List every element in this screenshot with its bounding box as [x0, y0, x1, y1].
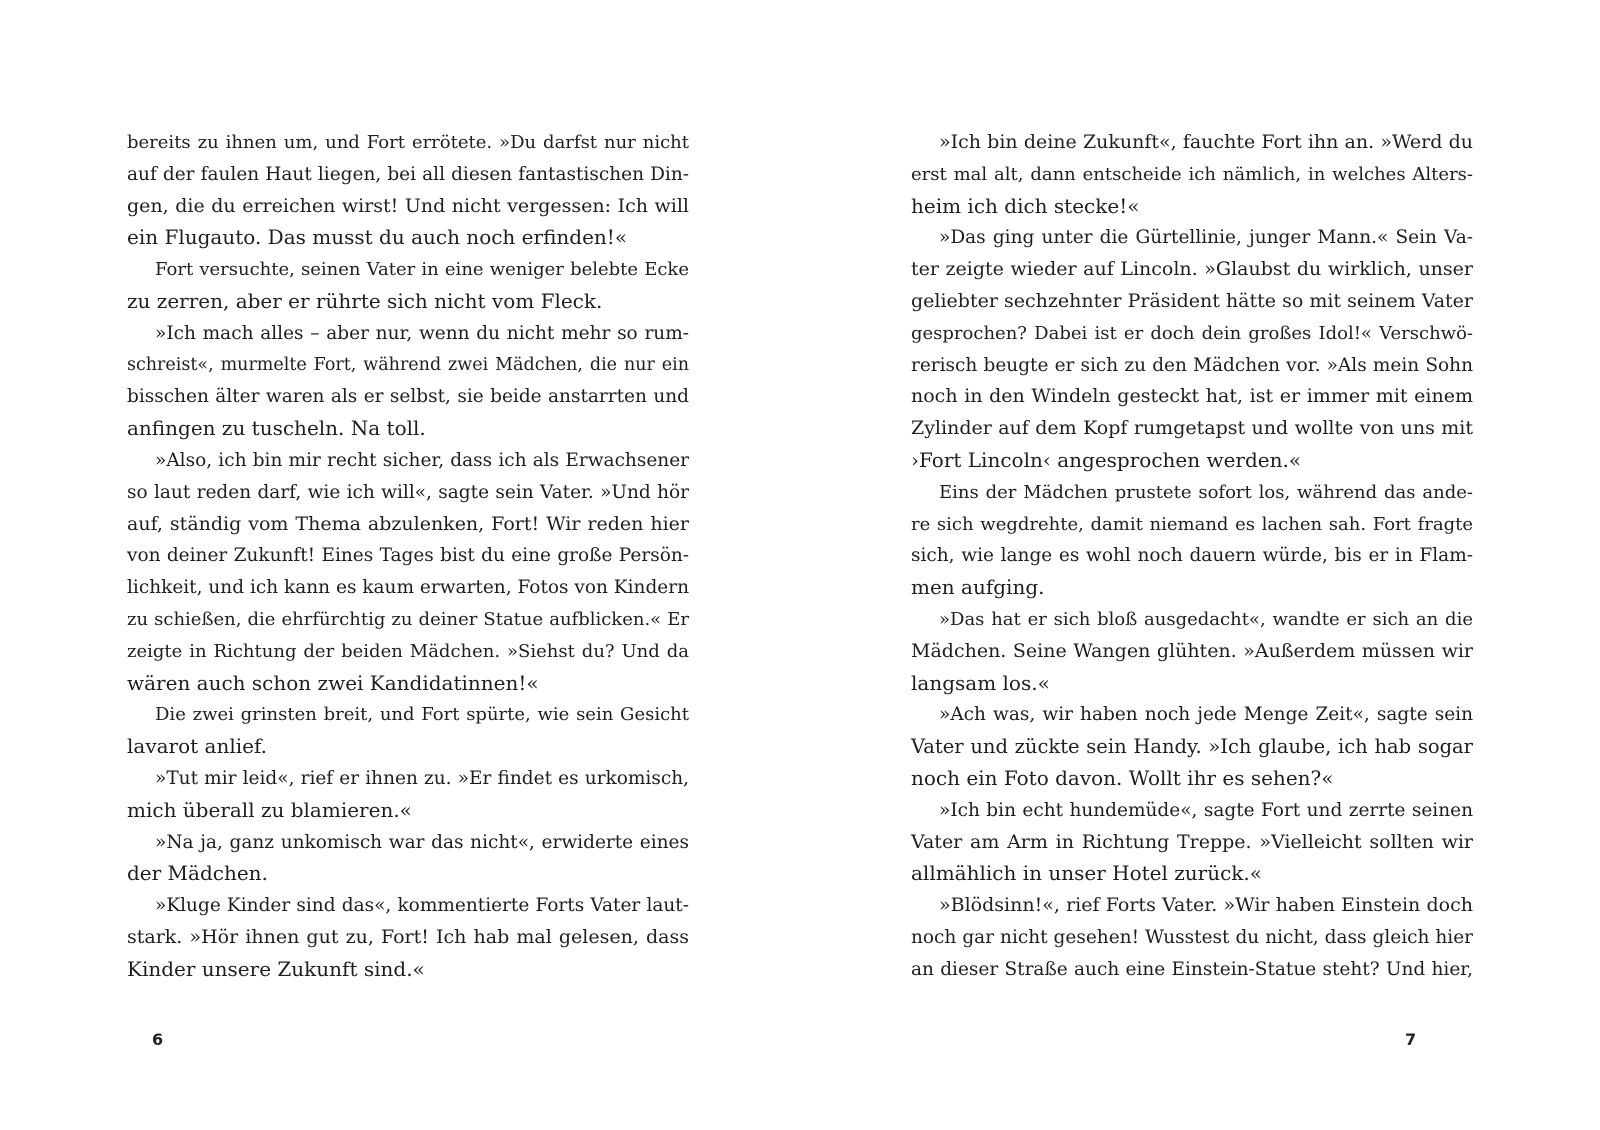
text-line: wären auch schon zwei Kandidatinnen!«	[127, 670, 539, 695]
text-line: gesprochen? Dabei ist er doch dein großes Idol!« Verschwö-	[911, 322, 1473, 344]
text-line: »Kluge Kinder sind das«, kommentierte Forts Vater laut-	[155, 895, 689, 917]
text-line: »Das ging unter die Gürtellinie, junger Mann.« Sein Va-	[939, 227, 1473, 249]
text-line: men aufging.	[911, 575, 1045, 600]
text-line: »Na ja, ganz unkomisch war das nicht«, erwiderte eines	[155, 831, 689, 853]
text-line: ›Fort Lincoln‹ angesprochen werden.«	[911, 447, 1302, 472]
text-line: zeigte in Richtung der beiden Mädchen. »Siehst du? Und da	[127, 640, 689, 662]
text-line: langsam los.«	[911, 670, 1050, 695]
text-line: von deiner Zukunft! Eines Tages bist du eine große Persön-	[127, 545, 689, 567]
text-line: sich, wie lange es wohl noch dauern würde, bis er in Flam-	[911, 545, 1473, 567]
text-line: geliebter sechzehnter Präsident hätte so mit seinem Vater	[911, 289, 1473, 312]
text-line: »Ich bin echt hundemüde«, sagte Fort und zerrte seinen	[939, 799, 1473, 821]
right-page-text	[911, 127, 1473, 986]
text-line: Vater am Arm in Richtung Treppe. »Vielleicht sollten wir	[911, 830, 1473, 853]
text-line: erst mal alt, dann entscheide ich nämlich, in welches Alters-	[911, 163, 1473, 185]
text-line: »Tut mir leid«, rief er ihnen zu. »Er findet es urkomisch,	[155, 767, 689, 789]
page-number-left: 6	[152, 1030, 164, 1049]
text-line: »Ach was, wir haben noch jede Menge Zeit«, sagte sein	[939, 704, 1473, 726]
text-line: Vater und zückte sein Handy. »Ich glaube, ich hab sogar	[911, 735, 1473, 759]
text-line: »Ich bin deine Zukunft«, fauchte Fort ihn an. »Werd du	[939, 131, 1473, 153]
text-line: allmählich in unser Hotel zurück.«	[911, 861, 1263, 886]
text-line: lavarot anlief.	[127, 734, 268, 759]
text-line: lichkeit, und ich kann es kaum erwarten, Fotos von Kindern	[127, 577, 689, 599]
text-line: Kinder unsere Zukunft sind.«	[127, 956, 425, 981]
text-line: Zylinder auf dem Kopf rumgetapst und wollte von uns mit	[911, 417, 1473, 440]
text-line: bereits zu ihnen um, und Fort errötete. »Du darfst nur nicht	[127, 132, 689, 153]
text-line: auf der faulen Haut liegen, bei all diesen fantastischen Din-	[127, 163, 689, 185]
left-page-text	[127, 127, 689, 986]
text-line: zu zerren, aber er rührte sich nicht vom Fleck.	[127, 288, 603, 313]
text-line: »Also, ich bin mir recht sicher, dass ich als Erwachsener	[155, 449, 689, 471]
text-line: Die zwei grinsten breit, und Fort spürte, wie sein Gesicht	[155, 704, 689, 726]
text-line: heim ich dich stecke!«	[911, 193, 1140, 218]
text-line: rerisch beugte er sich zu den Mädchen vor. »Als mein Sohn	[911, 354, 1473, 376]
text-line: Eins der Mädchen prustete sofort los, während das ande-	[939, 481, 1473, 503]
text-line: noch gar nicht gesehen! Wusstest du nicht, dass gleich hier	[911, 926, 1473, 948]
text-line: noch in den Windeln gesteckt hat, ist er immer mit einem	[911, 385, 1473, 408]
text-line: anfingen zu tuscheln. Na toll.	[127, 416, 426, 441]
text-line: bisschen älter waren als er selbst, sie beide anstarrten und	[127, 386, 689, 408]
text-line: ein Flugauto. Das musst du auch noch erfinden!«	[127, 225, 628, 250]
text-line: noch ein Foto davon. Wollt ihr es sehen?«	[911, 765, 1334, 790]
text-line: Mädchen. Seine Wangen glühten. »Außerdem müssen wir	[911, 639, 1473, 662]
text-line: re sich wegdrehte, damit niemand es lachen sah. Fort fragte	[911, 513, 1473, 535]
text-line: mich überall zu blamieren.«	[127, 797, 412, 822]
text-line: »Ich mach alles – aber nur, wenn du nicht mehr so rum-	[155, 322, 689, 344]
text-line: gen, die du erreichen wirst! Und nicht vergessen: Ich will	[127, 194, 689, 217]
text-line: auf, ständig vom Thema abzulenken, Fort! Wir reden hier	[127, 512, 689, 535]
text-line: Fort versuchte, seinen Vater in eine weniger belebte Ecke	[155, 259, 689, 281]
text-line: an dieser Straße auch eine Einstein-Statue steht? Und hier,	[911, 958, 1473, 980]
text-line: stark. »Hör ihnen gut zu, Fort! Ich hab mal gelesen, dass	[127, 925, 689, 948]
text-line: »Das hat er sich bloß ausgedacht«, wandte er sich an die	[939, 608, 1473, 630]
text-line: so laut reden darf, wie ich will«, sagte sein Vater. »Und hör	[127, 481, 689, 503]
page-number-right: 7	[1405, 1030, 1417, 1049]
text-line: »Blödsinn!«, rief Forts Vater. »Wir haben Einstein doch	[939, 894, 1473, 917]
right-page	[800, 0, 1600, 1130]
text-line: zu schießen, die ehrfürchtig zu deiner Statue aufblicken.« Er	[127, 608, 689, 630]
text-line: schreist«, murmelte Fort, während zwei Mädchen, die nur ein	[127, 354, 689, 375]
text-line: ter zeigte wieder auf Lincoln. »Glaubst du wirklich, unser	[911, 258, 1473, 281]
text-line: der Mädchen.	[127, 861, 268, 886]
